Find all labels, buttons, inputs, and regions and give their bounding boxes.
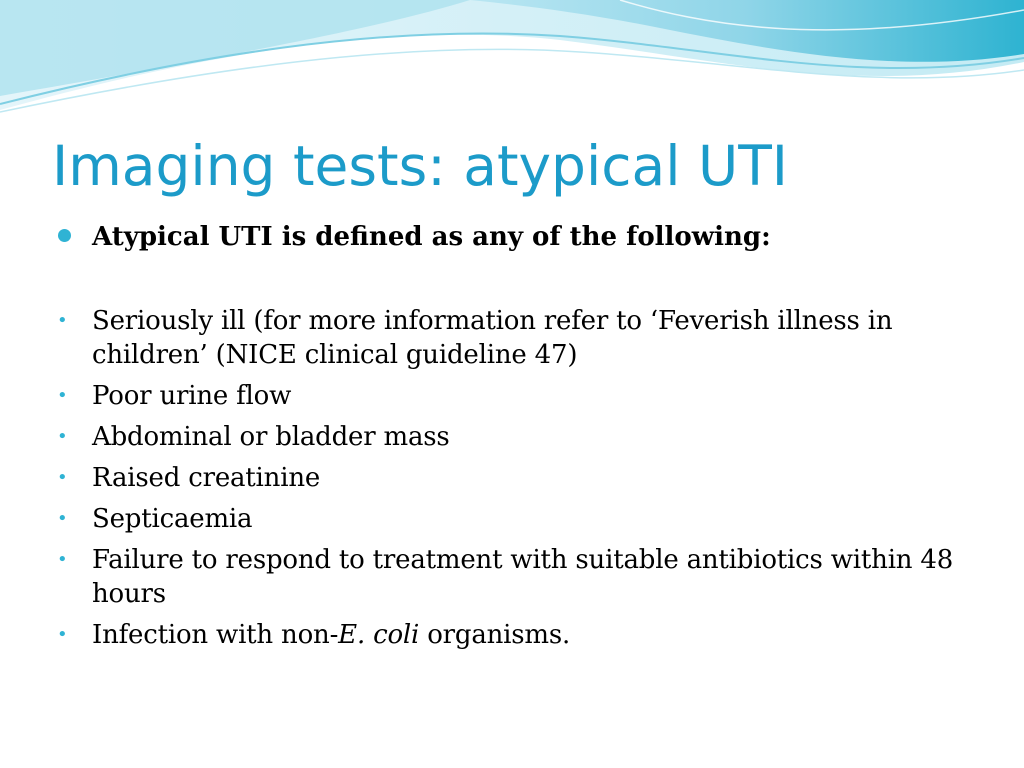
organism-name: E. coli: [338, 620, 420, 650]
list-item: [52, 461, 982, 495]
lead-text: Atypical UTI is defined as any of the following:: [92, 222, 771, 252]
list-item-text: Abdominal or bladder mass: [92, 422, 450, 452]
bullet-icon: •: [57, 385, 68, 406]
slide-title: Imaging tests: atypical UTI: [52, 134, 789, 198]
bullet-icon: •: [57, 624, 68, 645]
list-item-text: Failure to respond to treatment with suitable antibiotics within 48 hours: [92, 545, 954, 609]
wave-header-decoration: [0, 0, 1024, 130]
bullet-icon: •: [57, 549, 68, 570]
bullet-icon: •: [57, 426, 68, 447]
list-item: [52, 420, 982, 454]
list-item: [52, 379, 982, 413]
criteria-list: [52, 304, 982, 652]
bullet-icon: •: [57, 467, 68, 488]
content-area: [52, 216, 982, 659]
list-item: [52, 543, 982, 611]
lead-bullet: [52, 216, 982, 258]
list-item: [52, 304, 982, 372]
list-item-text-start: Infection with non-: [92, 620, 339, 650]
lead-bullet-icon: [58, 229, 71, 242]
bullet-icon: •: [57, 508, 68, 529]
list-item: [52, 618, 982, 652]
list-item: [52, 502, 982, 536]
list-item-text: [92, 620, 570, 650]
list-item-text: Poor urine flow: [92, 381, 292, 411]
list-item-text: Seriously ill (for more information refer to ‘Feverish illness in children’ (NICE clinical guideline 47): [92, 306, 893, 370]
bullet-icon: •: [57, 310, 68, 331]
list-item-text: Raised creatinine: [92, 463, 321, 493]
list-item-text-end: organisms.: [419, 620, 571, 650]
list-item-text: Septicaemia: [92, 504, 253, 534]
